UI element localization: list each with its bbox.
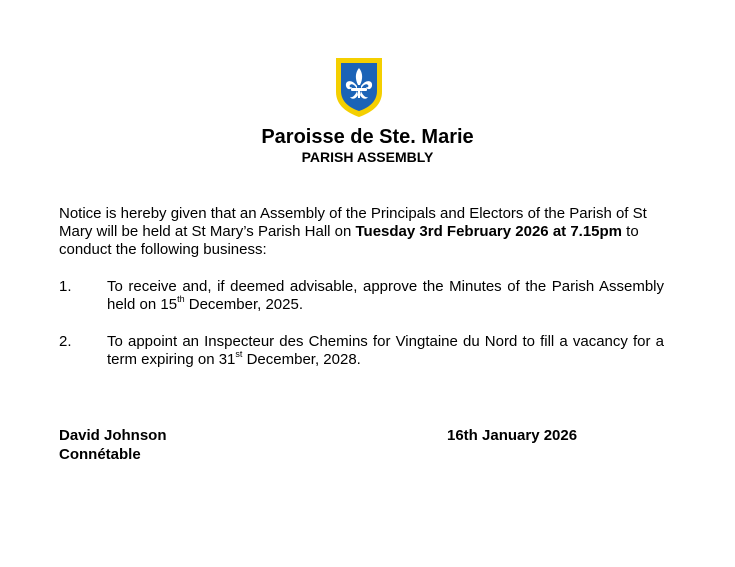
agenda-item-number: 2. bbox=[59, 333, 72, 350]
signatory-role: Connétable bbox=[59, 446, 141, 463]
agenda-item-1 bbox=[59, 278, 664, 314]
agenda-item-2 bbox=[59, 333, 664, 369]
notice-text-before: Notice is hereby given that an Assembly of the Principals and Electors of the Parish of St Mary will be held at St Mary’s Parish Hall on bbox=[59, 205, 647, 240]
notice-date: 16th January 2026 bbox=[447, 427, 578, 444]
page-subtitle: PARISH ASSEMBLY bbox=[301, 149, 434, 165]
page-title: Paroisse de Ste. Marie bbox=[261, 126, 474, 148]
signatory-name: David Johnson bbox=[59, 427, 167, 444]
agenda-item-number: 1. bbox=[59, 278, 72, 295]
ordinal-suffix: th bbox=[177, 294, 185, 304]
parish-crest-icon bbox=[334, 56, 384, 118]
notice-text-after: to conduct the following business: bbox=[59, 223, 639, 258]
ordinal-suffix: st bbox=[235, 349, 243, 359]
meeting-date-time: Tuesday 3rd February 2026 at 7.15pm bbox=[355, 223, 623, 240]
notice-paragraph bbox=[59, 205, 664, 259]
agenda-item-text: To appoint an Inspecteur des Chemins for Vingtaine du Nord to fill a vacancy for a term expiring on 31st December, 2028. bbox=[107, 333, 664, 368]
agenda-item-text: To receive and, if deemed advisable, approve the Minutes of the Parish Assembly held on 15th December, 2025. bbox=[107, 278, 664, 313]
